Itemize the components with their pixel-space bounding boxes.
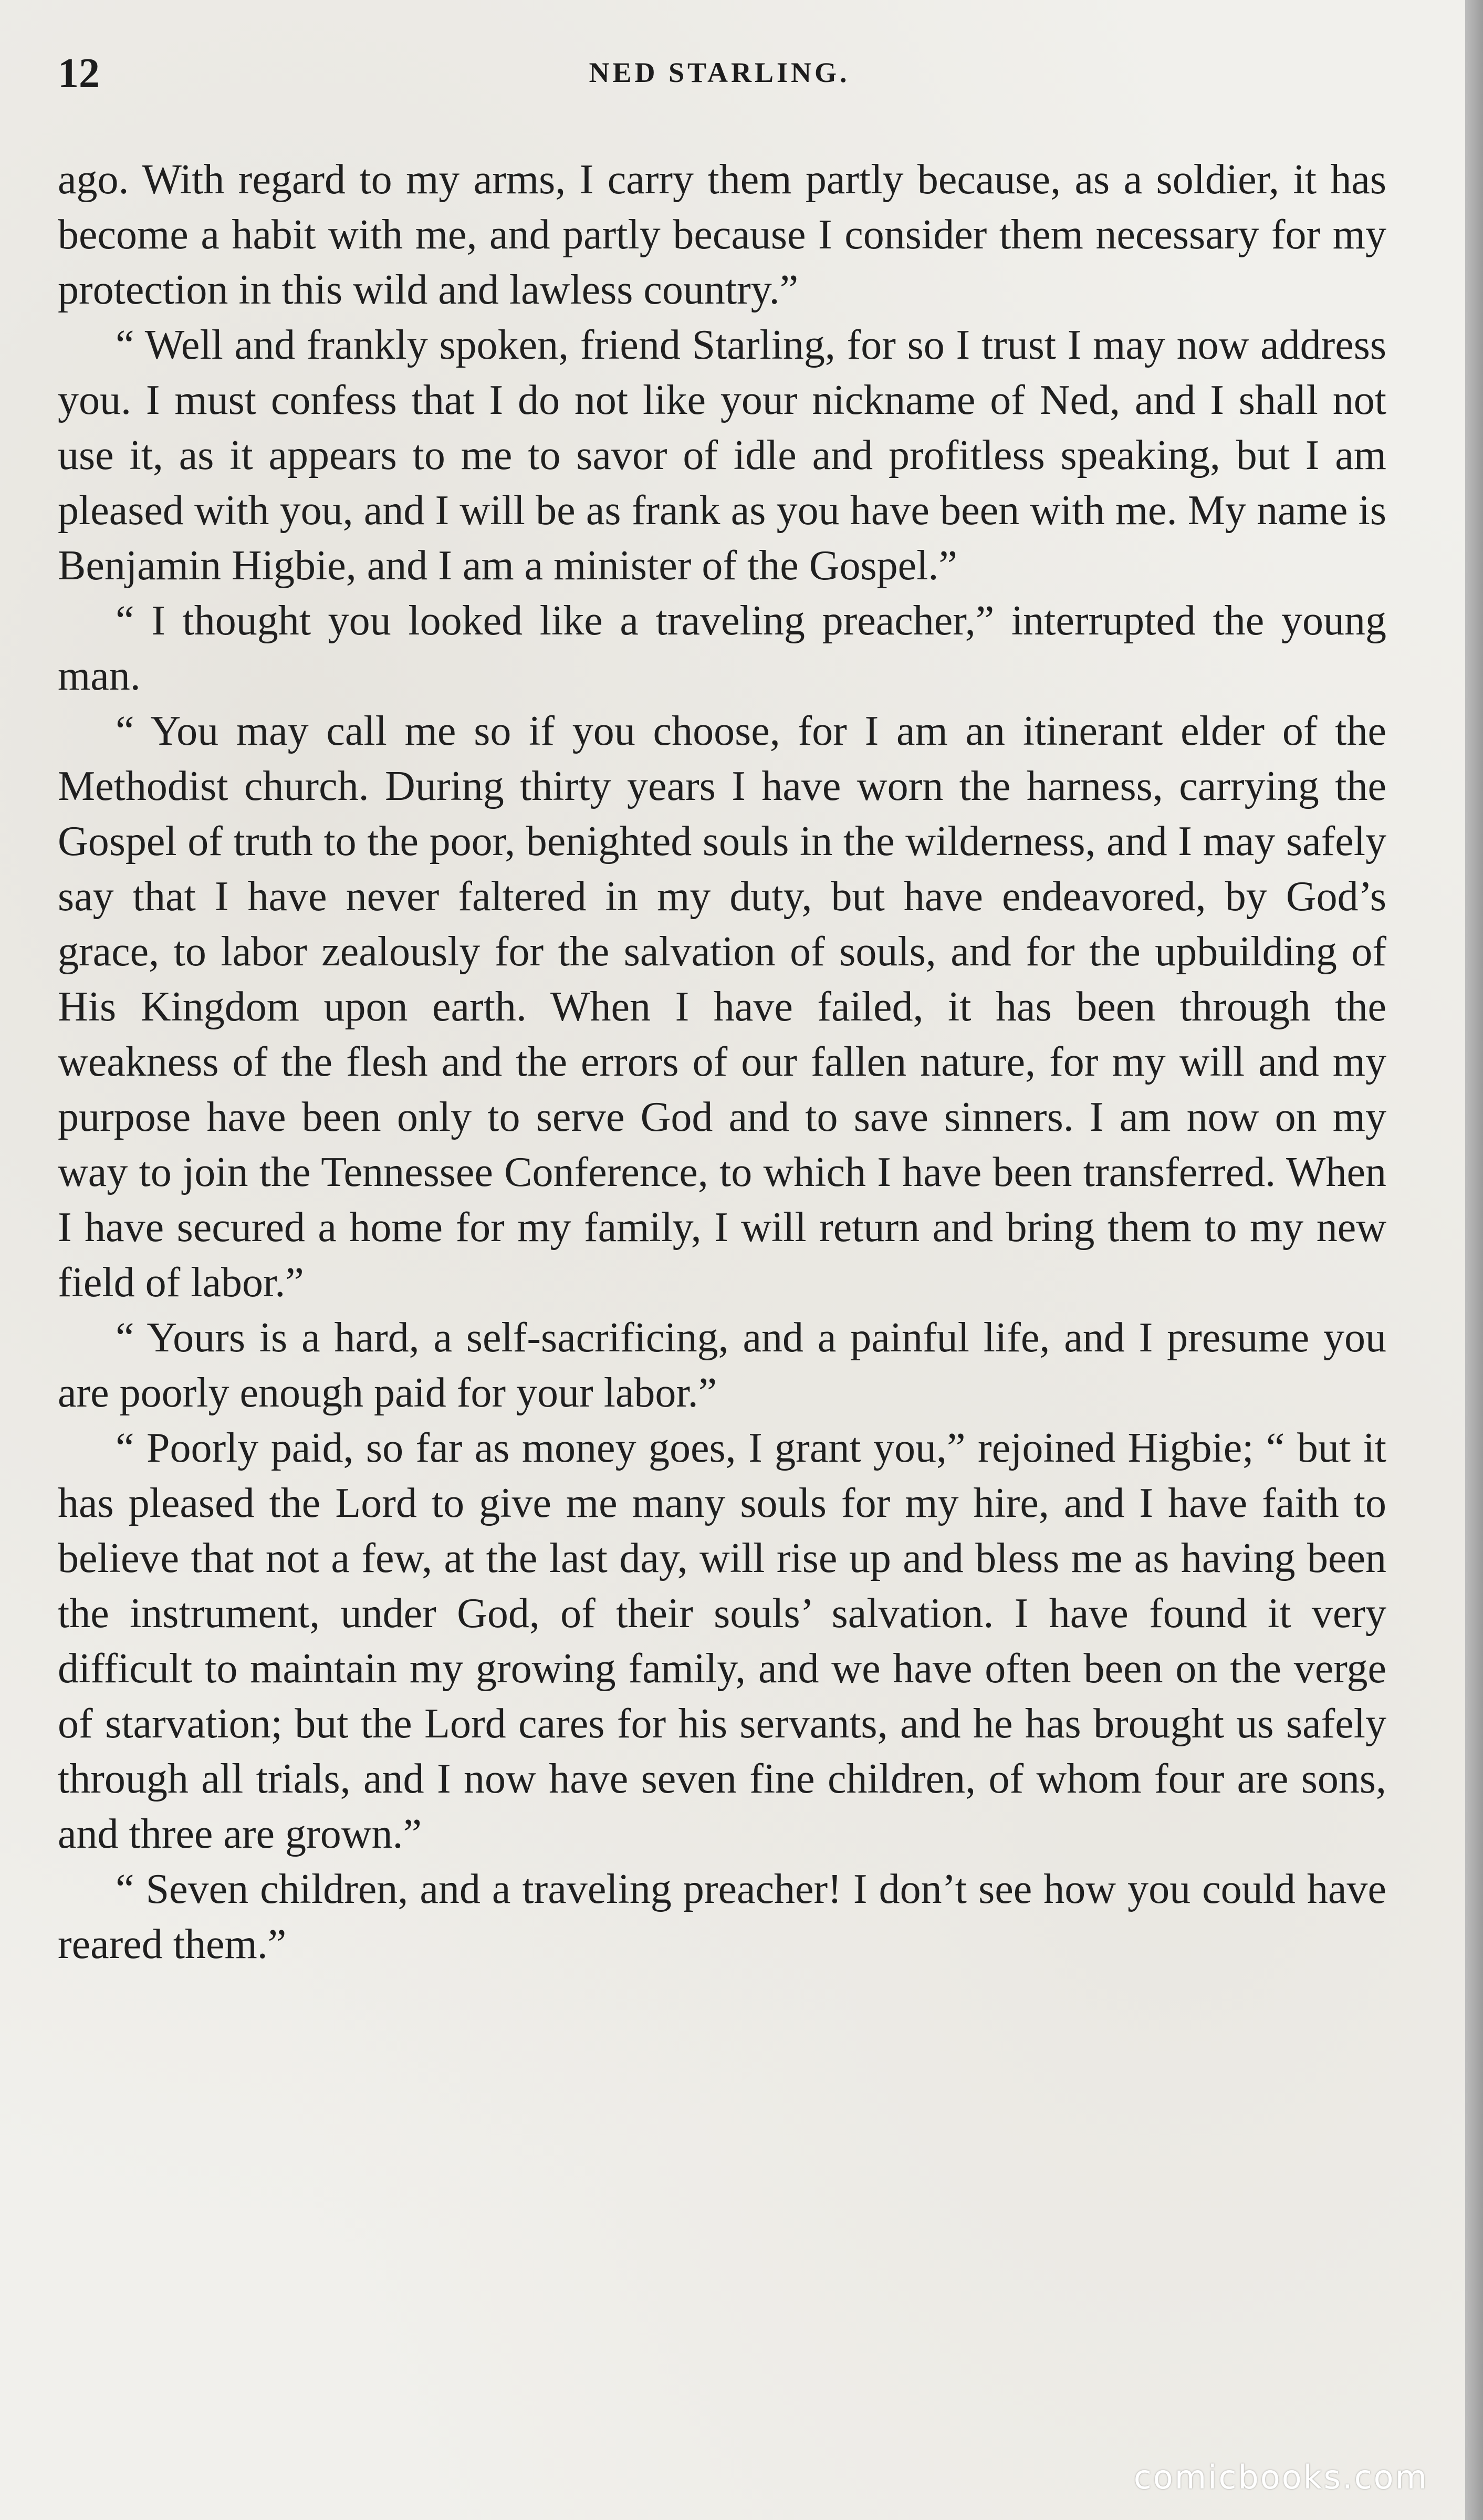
paragraph: “ I thought you looked like a traveling preacher,” interrupted the young man. [58, 598, 1386, 699]
watermark: comicbooks.com [1133, 2458, 1428, 2496]
running-title: NED STARLING. [589, 57, 850, 88]
body-text [58, 152, 1386, 1972]
paragraph: “ You may call me so if you choose, for I am an itinerant elder of the Methodist church. During thirty years I have worn the harness, carrying the Gospel of truth to the poor, benighted souls in the wilderness, and I may safely say that I have never faltered in my duty, but have endeavored, by God’s grace, to labor zealously for the salvation of souls, and for the upbuilding of His Kingdom upon earth. When I have failed, it has been through the weakness of the flesh and the errors of our fallen nature, for my will and my purpose have been only to serve God and to save sinners. I am now on my way to join the Tennessee Conference, to which I have been transferred. When I have secured a home for my family, I will return and bring them to my new field of labor.” [58, 708, 1386, 1306]
paragraph: “ Poorly paid, so far as money goes, I grant you,” rejoined Higbie; “ but it has pleased the Lord to give me many souls for my hire, and I have faith to believe that not a few, at the last day, will rise up and bless me as having been the instrument, under God, of their souls’ salvation. I have found it very difficult to maintain my growing family, and we have often been on the verge of starvation; but the Lord cares for his servants, and he has brought us safely through all trials, and I now have seven fine children, of whom four are sons, and three are grown.” [58, 1425, 1386, 1857]
running-head [58, 50, 1381, 97]
paragraph-continued: ago. With regard to my arms, I carry them partly because, as a soldier, it has become a habit with me, and partly because I consider them necessary for my protection in this wild and lawless country.” [58, 157, 1386, 313]
paragraph: “ Well and frankly spoken, friend Starling, for so I trust I may now address you. I must confess that I do not like your nickname of Ned, and I shall not use it, as it appears to me to savor of idle and profitless speaking, but I am pleased with you, and I will be as frank as you have been with me. My name is Benjamin Higbie, and I am a minister of the Gospel.” [58, 322, 1386, 589]
page-edge [1465, 0, 1483, 2520]
page-number: 12 [58, 50, 100, 97]
paragraph: “ Seven children, and a traveling preacher! I don’t see how you could have reared them.” [58, 1866, 1386, 1967]
paragraph: “ Yours is a hard, a self-sacrificing, and a painful life, and I presume you are poorly enough paid for your labor.” [58, 1315, 1386, 1416]
